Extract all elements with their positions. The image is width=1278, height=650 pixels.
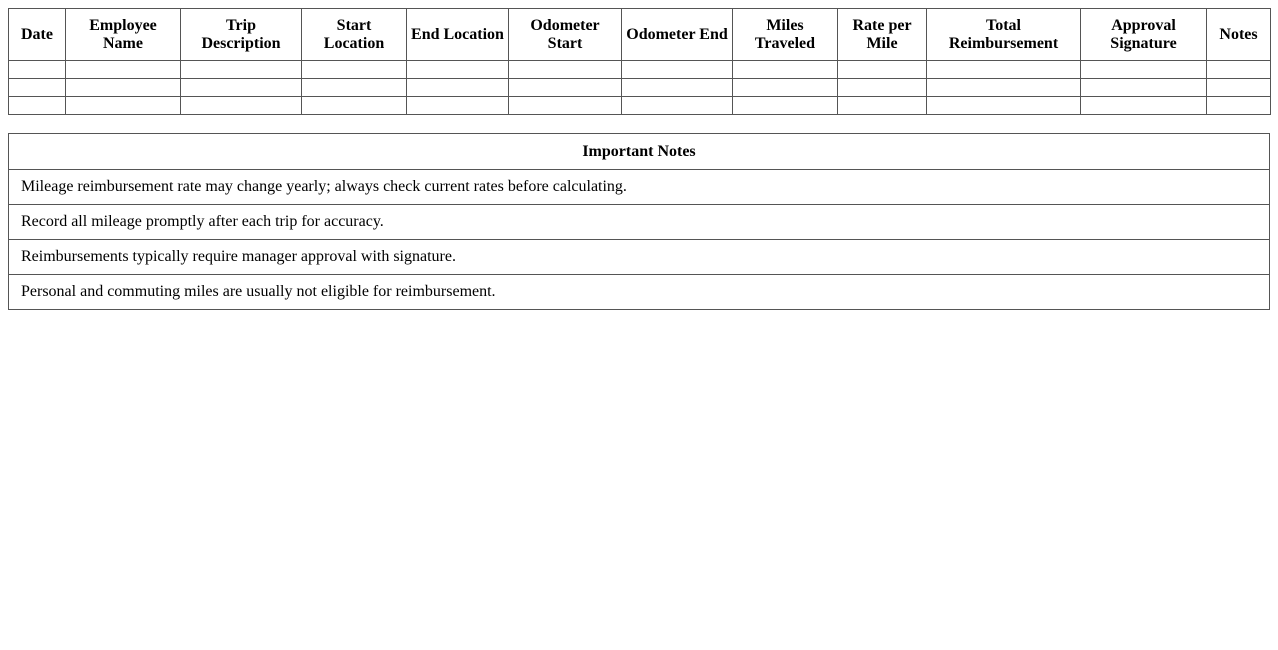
- table-cell[interactable]: [302, 61, 407, 79]
- table-cell[interactable]: [733, 79, 838, 97]
- table-cell[interactable]: [509, 79, 622, 97]
- table-cell[interactable]: [9, 79, 66, 97]
- table-cell[interactable]: [407, 97, 509, 115]
- note-text: Personal and commuting miles are usually not eligible for reimbursement.: [9, 275, 1270, 310]
- table-cell[interactable]: [302, 97, 407, 115]
- table-cell[interactable]: [1081, 79, 1207, 97]
- table-cell[interactable]: [302, 79, 407, 97]
- table-row: [9, 61, 1271, 79]
- header-start-location: Start Location: [302, 9, 407, 61]
- table-cell[interactable]: [9, 97, 66, 115]
- notes-header-row: [9, 134, 1270, 170]
- mileage-log-table: [8, 8, 1271, 115]
- table-row: [9, 97, 1271, 115]
- important-notes-table: [8, 133, 1270, 310]
- header-approval-signature: Approval Signature: [1081, 9, 1207, 61]
- table-cell[interactable]: [66, 79, 181, 97]
- header-notes: Notes: [1207, 9, 1271, 61]
- table-cell[interactable]: [1207, 79, 1271, 97]
- table-cell[interactable]: [509, 97, 622, 115]
- table-cell[interactable]: [733, 61, 838, 79]
- table-cell[interactable]: [1207, 61, 1271, 79]
- table-cell[interactable]: [622, 79, 733, 97]
- document-page: [0, 0, 1278, 310]
- table-cell[interactable]: [838, 79, 927, 97]
- table-row: [9, 79, 1271, 97]
- note-text: Reimbursements typically require manager approval with signature.: [9, 240, 1270, 275]
- table-cell[interactable]: [1081, 61, 1207, 79]
- list-item: [9, 205, 1270, 240]
- table-cell[interactable]: [407, 79, 509, 97]
- table-cell[interactable]: [1081, 97, 1207, 115]
- table-cell[interactable]: [622, 97, 733, 115]
- table-cell[interactable]: [181, 61, 302, 79]
- list-item: [9, 275, 1270, 310]
- header-total-reimbursement: Total Reimbursement: [927, 9, 1081, 61]
- notes-title: Important Notes: [9, 134, 1270, 170]
- list-item: [9, 240, 1270, 275]
- table-cell[interactable]: [66, 97, 181, 115]
- table-cell[interactable]: [66, 61, 181, 79]
- header-odometer-start: Odometer Start: [509, 9, 622, 61]
- list-item: [9, 170, 1270, 205]
- header-trip-description: Trip Description: [181, 9, 302, 61]
- table-cell[interactable]: [181, 97, 302, 115]
- table-cell[interactable]: [733, 97, 838, 115]
- table-cell[interactable]: [838, 97, 927, 115]
- table-cell[interactable]: [509, 61, 622, 79]
- note-text: Record all mileage promptly after each trip for accuracy.: [9, 205, 1270, 240]
- header-employee-name: Employee Name: [66, 9, 181, 61]
- header-row: [9, 9, 1271, 61]
- header-rate-per-mile: Rate per Mile: [838, 9, 927, 61]
- table-cell[interactable]: [622, 61, 733, 79]
- table-cell[interactable]: [927, 97, 1081, 115]
- table-cell[interactable]: [927, 79, 1081, 97]
- note-text: Mileage reimbursement rate may change yearly; always check current rates before calculating.: [9, 170, 1270, 205]
- table-cell[interactable]: [1207, 97, 1271, 115]
- table-cell[interactable]: [407, 61, 509, 79]
- header-end-location: End Location: [407, 9, 509, 61]
- header-odometer-end: Odometer End: [622, 9, 733, 61]
- table-cell[interactable]: [181, 79, 302, 97]
- table-cell[interactable]: [9, 61, 66, 79]
- table-cell[interactable]: [838, 61, 927, 79]
- header-date: Date: [9, 9, 66, 61]
- header-miles-traveled: Miles Traveled: [733, 9, 838, 61]
- table-cell[interactable]: [927, 61, 1081, 79]
